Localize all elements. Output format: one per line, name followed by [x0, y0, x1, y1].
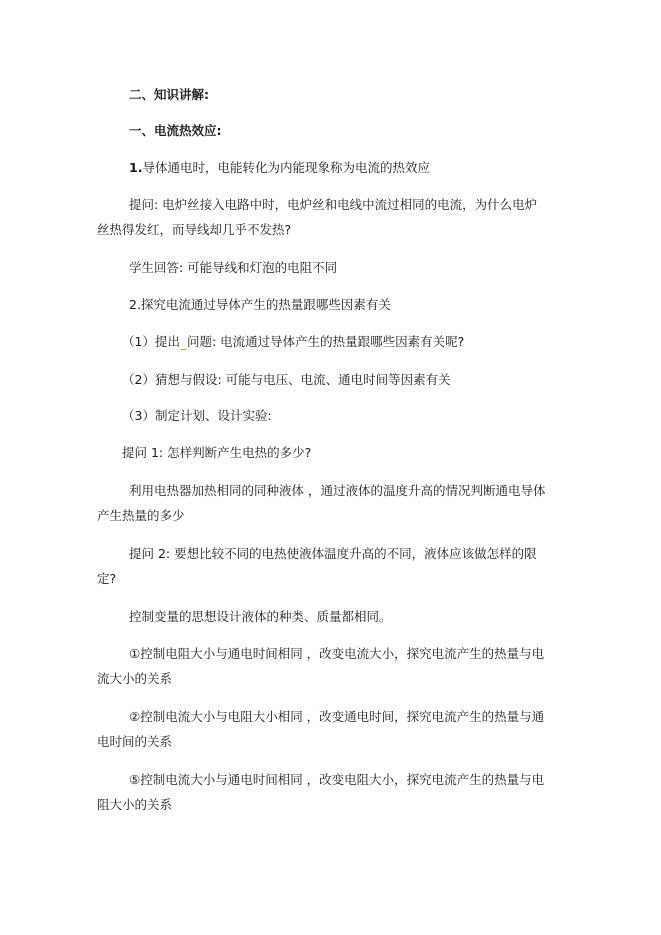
control-variable: 控制变量的思想设计液体的种类、质量都相同。	[129, 609, 392, 624]
step-1-prefix: （1）提出	[122, 334, 180, 349]
paragraph-2: 2.探究电流通过导体产生的热量跟哪些因素有关	[129, 297, 391, 312]
condition-2-line-2: 电时间的关系	[97, 734, 173, 749]
question-2-line-2: 定?	[97, 571, 117, 586]
step-2: （2）猜想与假设: 可能与电压、电流、通电时间等因素有关	[122, 372, 451, 387]
step-1	[122, 334, 464, 350]
question-1: 提问 1: 怎样判断产生电热的多少?	[122, 445, 312, 460]
condition-2-line-1: ②控制电流大小与电阻大小相同 ，改变通电时间，探究电流产生的热量与通	[129, 709, 545, 724]
heating-line-1: 利用电热器加热相同的同种液体 ，通过液体的温度升高的情况判断通电导体	[129, 483, 546, 498]
heating-line-2: 产生热量的多少	[97, 508, 185, 523]
paragraph-1	[129, 160, 430, 176]
section-title: 二、知识讲解:	[129, 87, 209, 102]
condition-3-line-1: ⑤控制电流大小与通电时间相同 ，改变电阻大小，探究电流产生的热量与电	[129, 772, 545, 787]
question-2-line-1: 提问 2: 要想比较不同的电热使液体温度升高的不同，液体应该做怎样的限	[129, 546, 537, 561]
condition-1-line-1: ①控制电阻大小与通电时间相同 ，改变电流大小，探究电流产生的热量与电	[129, 646, 545, 661]
paragraph-1-text: 导体通电时，电能转化为内能现象称为电流的热效应	[142, 160, 430, 175]
condition-1-line-2: 流大小的关系	[97, 671, 173, 686]
subsection-title: 一、电流热效应:	[129, 123, 222, 138]
student-answer: 学生回答: 可能导线和灯泡的电阻不同	[129, 260, 338, 275]
question-line-1: 提问: 电炉丝接入电路中时，电炉丝和电线中流过相同的电流，为什么电炉	[129, 197, 538, 212]
step-3: （3）制定计划、设计实验:	[122, 408, 272, 423]
step-1-text: 问题: 电流通过导体产生的热量跟哪些因素有关呢?	[186, 334, 465, 349]
paragraph-1-number: 1.	[129, 160, 143, 175]
edit-mark	[181, 349, 186, 350]
condition-3-line-2: 阻大小的关系	[97, 797, 173, 812]
question-line-2: 丝热得发红，而导线却几乎不发热?	[97, 222, 292, 237]
